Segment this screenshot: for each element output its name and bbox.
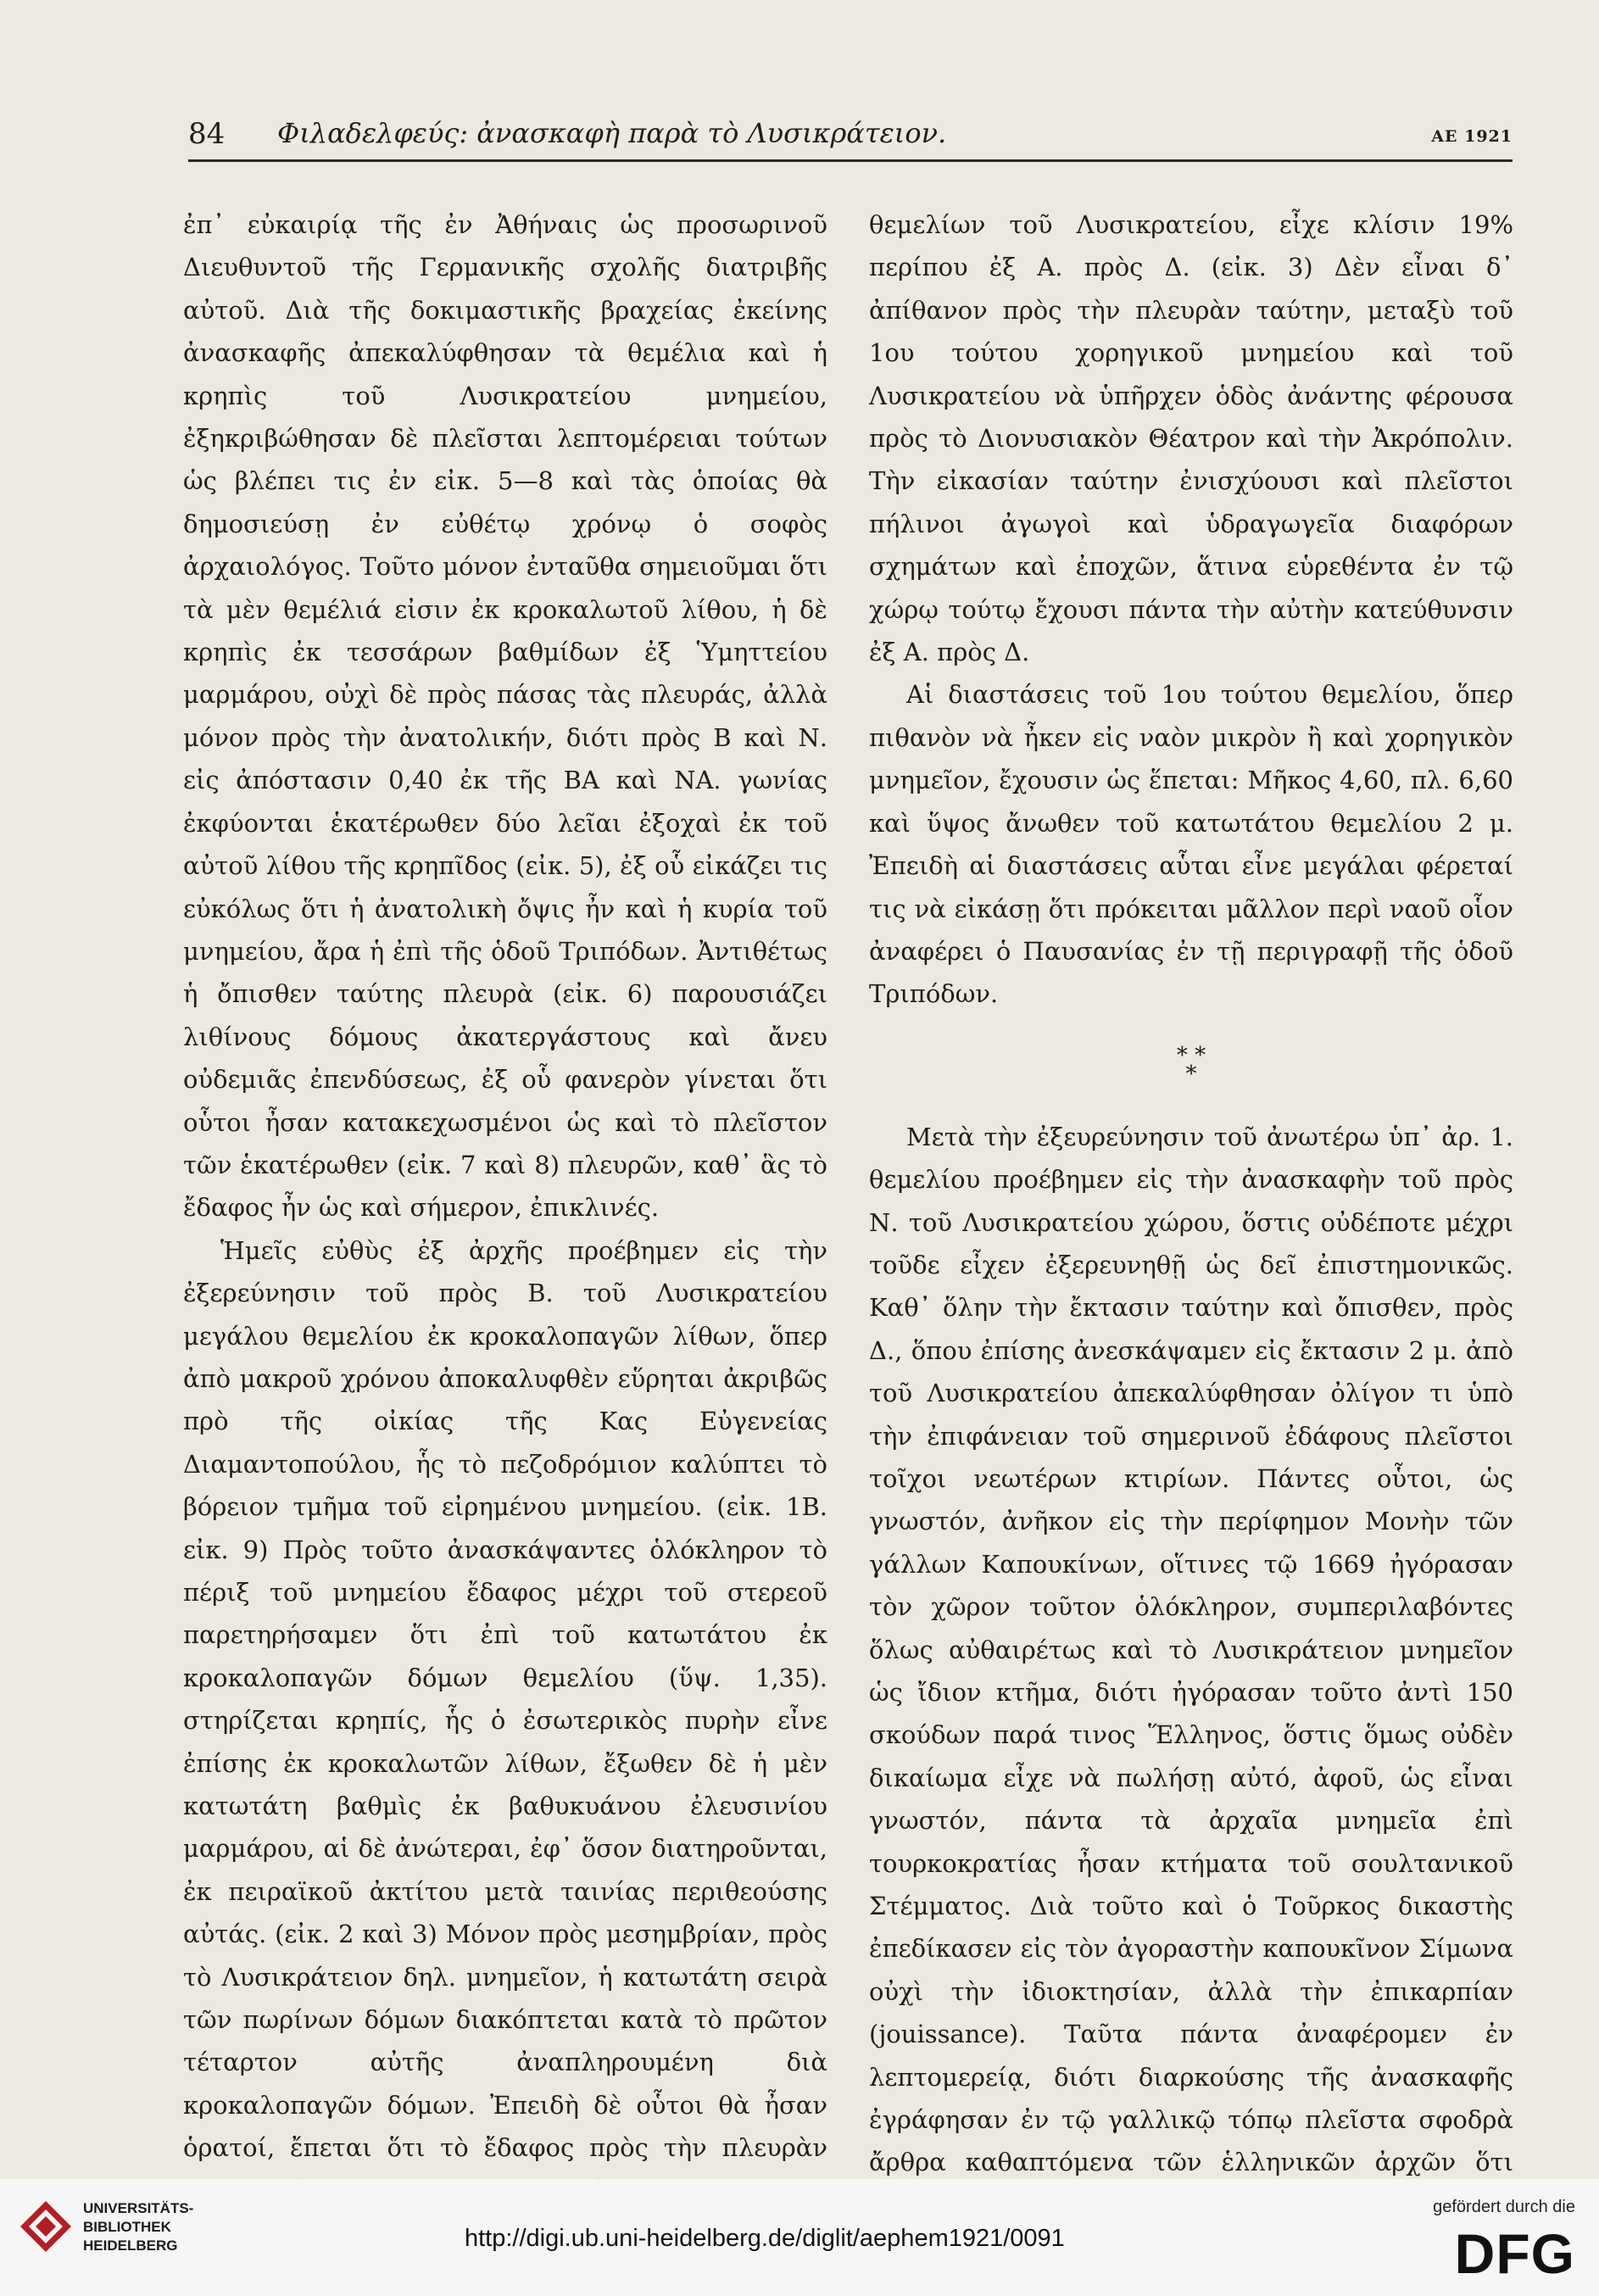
funded-by-note: gefördert durch die	[1433, 2198, 1575, 2216]
left-column	[183, 203, 827, 2212]
right-paragraph-2: Αἱ διαστάσεις τοῦ 1ου τούτου θεμελίου, ὅπερ πιθανὸν νὰ ἦκεν εἰς ναὸν μικρὸν ἢ καὶ χορηγικὸν μνημεῖον, ἔχουσιν ὡς ἕπεται: Μῆκος 4,60, πλ. 6,60 καὶ ὕψος ἄνωθεν τοῦ κατωτάτου θεμελίου 2 μ. Ἐπειδὴ αἱ διαστάσεις αὗται εἶνε μεγάλαι φέρεταί τις νὰ εἰκάσῃ ὅτι πρόκειται μᾶλλον περὶ ναοῦ οἷον ἀναφέρει ὁ Παυσανίας ἐν τῇ περιγραφῇ τῆς ὁδοῦ Τριπόδων.	[869, 680, 1513, 1009]
page-number: 84	[188, 117, 226, 151]
left-paragraph-1: ἐπ᾽ εὐκαιρίᾳ τῆς ἐν Ἀθήναις ὡς προσωρινοῦ Διευθυντοῦ τῆς Γερμανικῆς σχολῆς διατριβῆς αὐτοῦ. Διὰ τῆς δοκιμαστικῆς βραχείας ἐκείνης ἀνασκαφῆς ἀπεκαλύφθησαν τὰ θεμέλια καὶ ἡ κρηπὶς τοῦ Λυσικρατείου μνημείου, ἐξηκριβώθησαν δὲ πλεῖσται λεπτομέρειαι τούτων ὡς βλέπει τις ἐν εἰκ. 5—8 καὶ τὰς ὁποίας θὰ δημοσιεύσῃ ἐν εὐθέτῳ χρόνῳ ὁ σοφὸς ἀρχαιολόγος. Τοῦτο μόνον ἐνταῦθα σημειοῦμαι ὅτι τὰ μὲν θεμέλιά εἰσιν ἐκ κροκαλωτοῦ λίθου, ἡ δὲ κρηπὶς ἐκ τεσσάρων βαθμίδων ἐξ Ὑμηττείου μαρμάρου, οὐχὶ δὲ πρὸς πάσας τὰς πλευράς, ἀλλὰ μόνον πρὸς τὴν ἀνατολικήν, διότι πρὸς Β καὶ Ν. εἰς ἀπόστασιν 0,40 ἐκ τῆς ΒΑ καὶ ΝΑ. γωνίας ἐκφύονται ἑκατέρωθεν δύο λεῖαι ἐξοχαὶ ἐκ τοῦ αὐτοῦ λίθου τῆς κρηπῖδος (εἰκ. 5), ἐξ οὗ εἰκάζει τις εὐκόλως ὅτι ἡ ἀνατολικὴ ὄψις ἦν καὶ ἡ κυρία τοῦ μνημείου, ἄρα ἡ ἐπὶ τῆς ὁδοῦ Τριπόδων. Ἀντιθέτως ἡ ὄπισθεν ταύτης πλευρὰ (εἰκ. 6) παρουσιάζει λιθίνους δόμους ἀκατεργάστους καὶ ἄνευ οὐδεμιᾶς ἐπενδύσεως, ἐξ οὗ φανερὸν γίνεται ὅτι οὗτοι ἦσαν κατακεχωσμένοι ὡς καὶ τὸ πλεῖστον τῶν ἑκατέρωθεν (εἰκ. 7 καὶ 8) πλευρῶν, καθ᾽ ἃς τὸ ἔδαφος ἦν ὡς καὶ σήμερον, ἐπικλινές.	[183, 210, 827, 1223]
library-name: UNIVERSITÄTS- BIBLIOTHEK HEIDELBERG	[83, 2200, 194, 2254]
header-rule	[188, 159, 1513, 162]
left-paragraph-2: Ἡμεῖς εὐθὺς ἐξ ἀρχῆς προέβημεν εἰς τὴν ἐξερεύνησιν τοῦ πρὸς Β. τοῦ Λυσικρατείου μεγάλου θεμελίου ἐκ κροκαλοπαγῶν λίθων, ὅπερ ἀπὸ μακροῦ χρόνου ἀποκαλυφθὲν εὕρηται ἀκριβῶς πρὸ τῆς οἰκίας τῆς Κας Εὐγενείας Διαμαντοπούλου, ἧς τὸ πεζοδρόμιον καλύπτει τὸ βόρειον τμῆμα τοῦ εἰρημένου μνημείου. (εἰκ. 1Β. εἰκ. 9) Πρὸς τοῦτο ἀνασκάψαντες ὁλόκληρον τὸ πέριξ τοῦ μνημείου ἔδαφος μέχρι τοῦ στερεοῦ παρετηρήσαμεν ὅτι ἐπὶ τοῦ κατωτάτου ἐκ κροκαλοπαγῶν δόμων θεμελίου (ὕψ. 1,35). στηρίζεται κρηπίς, ἧς ὁ ἐσωτερικὸς πυρὴν εἶνε ἐπίσης ἐκ κροκαλωτῶν λίθων, ἔξωθεν δὲ ἡ μὲν κατωτάτη βαθμὶς ἐκ βαθυκυάνου ἐλευσινίου μαρμάρου, αἱ δὲ ἀνώτεραι, ἐφ᾽ ὅσον διατηροῦνται, ἐκ πειραϊκοῦ ἀκτίτου μετὰ ταινίας περιθεούσης αὐτάς. (εἰκ. 2 καὶ 3) Μόνον πρὸς μεσημβρίαν, πρὸς τὸ Λυσικράτειον δηλ. μνημεῖον, ἡ κατωτάτη σειρὰ τῶν πωρίνων δόμων διακόπτεται κατὰ τὸ πρῶτον τέταρτον αὐτῆς ἀναπληρουμένη διὰ κροκαλοπαγῶν δόμων. Ἐπειδὴ δὲ οὗτοι θὰ ἦσαν ὁρατοί, ἔπεται ὅτι τὸ ἔδαφος πρὸς τὴν πλευρὰν	[183, 1235, 827, 2163]
right-paragraph-3: Μετὰ τὴν ἐξευρεύνησιν τοῦ ἀνωτέρω ὑπ᾽ ἀρ. 1. θεμελίου προέβημεν εἰς τὴν ἀνασκαφὴν τοῦ πρὸς Ν. τοῦ Λυσικρατείου χώρου, ὅστις οὐδέποτε μέχρι τοῦδε εἶχεν ἐξερευνηθῇ ὡς δεῖ ἐπιστημονικῶς. Καθ᾽ ὅλην τὴν ἔκτασιν ταύτην καὶ ὄπισθεν, πρὸς Δ., ὅπου ἐπίσης ἀνεσκάψαμεν εἰς ἔκτασιν 2 μ. ἀπὸ τοῦ Λυσικρατείου ἀπεκαλύφθησαν ὀλίγον τι ὑπὸ τὴν ἐπιφάνειαν τοῦ σημερινοῦ ἐδάφους πλεῖστοι τοῖχοι νεωτέρων κτιρίων. Πάντες οὗτοι, ὡς γνωστόν, ἀνῆκον εἰς τὴν περίφημον Μονὴν τῶν γάλλων Καπουκίνων, οἵτινες τῷ 1669 ἠγόρασαν τὸν χῶρον τοῦτον ὁλόκληρον, συμπεριλαβόντες ὅλως αὐθαιρέτως καὶ τὸ Λυσικράτειον μνημεῖον ὡς ἴδιον κτῆμα, διότι ἠγόρασαν τοῦτο ἀντὶ 150 σκούδων παρά τινος Ἕλληνος, ὅστις ὅμως οὐδὲν δικαίωμα εἶχε νὰ πωλήσῃ αὐτό, ἀφοῦ, ὡς εἶναι γνωστόν, πάντα τὰ ἀρχαῖα μνημεῖα ἐπὶ τουρκοκρατίας ἦσαν κτήματα τοῦ σουλτανικοῦ Στέμματος. Διὰ τοῦτο καὶ ὁ Τοῦρκος δικαστὴς ἐπεδίκασεν εἰς τὸν ἀγοραστὴν καπουκῖνον Σίμωνα οὐχὶ τὴν ἰδιοκτησίαν, ἀλλὰ τὴν ἐπικαρπίαν (jouissance). Ταῦτα πάντα ἀναφέρομεν ἐν λεπτομερείᾳ, διότι διαρκούσης τῆς ἀνασκαφῆς ἐγράφησαν ἐν τῷ γαλλικῷ τόπῳ πλεῖστα σφοδρὰ ἄρθρα καθαπτόμενα τῶν ἑλληνικῶν ἀρχῶν ὅτι	[869, 1122, 1513, 2177]
asterisk-glyphs: * * *	[1176, 1042, 1206, 1087]
running-title: Φιλαδελφεύς: ἀνασκαφὴ παρὰ τὸ Λυσικράτειον.	[277, 117, 947, 149]
journal-mark: ΑΕ 1921	[1431, 127, 1513, 146]
source-url-link[interactable]: http://digi.ub.uni-heidelberg.de/diglit/aephem1921/0091	[465, 2225, 1065, 2252]
dfg-logo: DFG	[1454, 2222, 1575, 2285]
section-break-asterisks	[869, 1016, 1513, 1116]
running-head	[188, 117, 1513, 159]
digitization-footer	[0, 2179, 1599, 2296]
right-paragraph-1: θεμελίων τοῦ Λυσικρατείου, εἶχε κλίσιν 19% περίπου ἐξ Α. πρὸς Δ. (εἰκ. 3) Δὲν εἶναι δ᾽ ἀπίθανον πρὸς τὴν πλευρὰν ταύτην, μεταξὺ τοῦ 1ου τούτου χορηγικοῦ μνημείου καὶ τοῦ Λυσικρατείου νὰ ὑπῆρχεν ὁδὸς ἀνάντης φέρουσα πρὸς τὸ Διονυσιακὸν Θέατρον καὶ τὴν Ἀκρόπολιν. Τὴν εἰκασίαν ταύτην ἐνισχύουσι καὶ πλεῖστοι πήλινοι ἀγωγοὶ καὶ ὑδραγωγεῖα διαφόρων σχημάτων καὶ ἐποχῶν, ἅτινα εὑρεθέντα ἐν τῷ χώρῳ τούτῳ ἔχουσι πάντα τὴν αὐτὴν κατεύθυνσιν ἐξ Α. πρὸς Δ.	[869, 210, 1513, 667]
right-column	[869, 203, 1513, 2226]
university-library-logo-icon	[19, 2199, 73, 2254]
